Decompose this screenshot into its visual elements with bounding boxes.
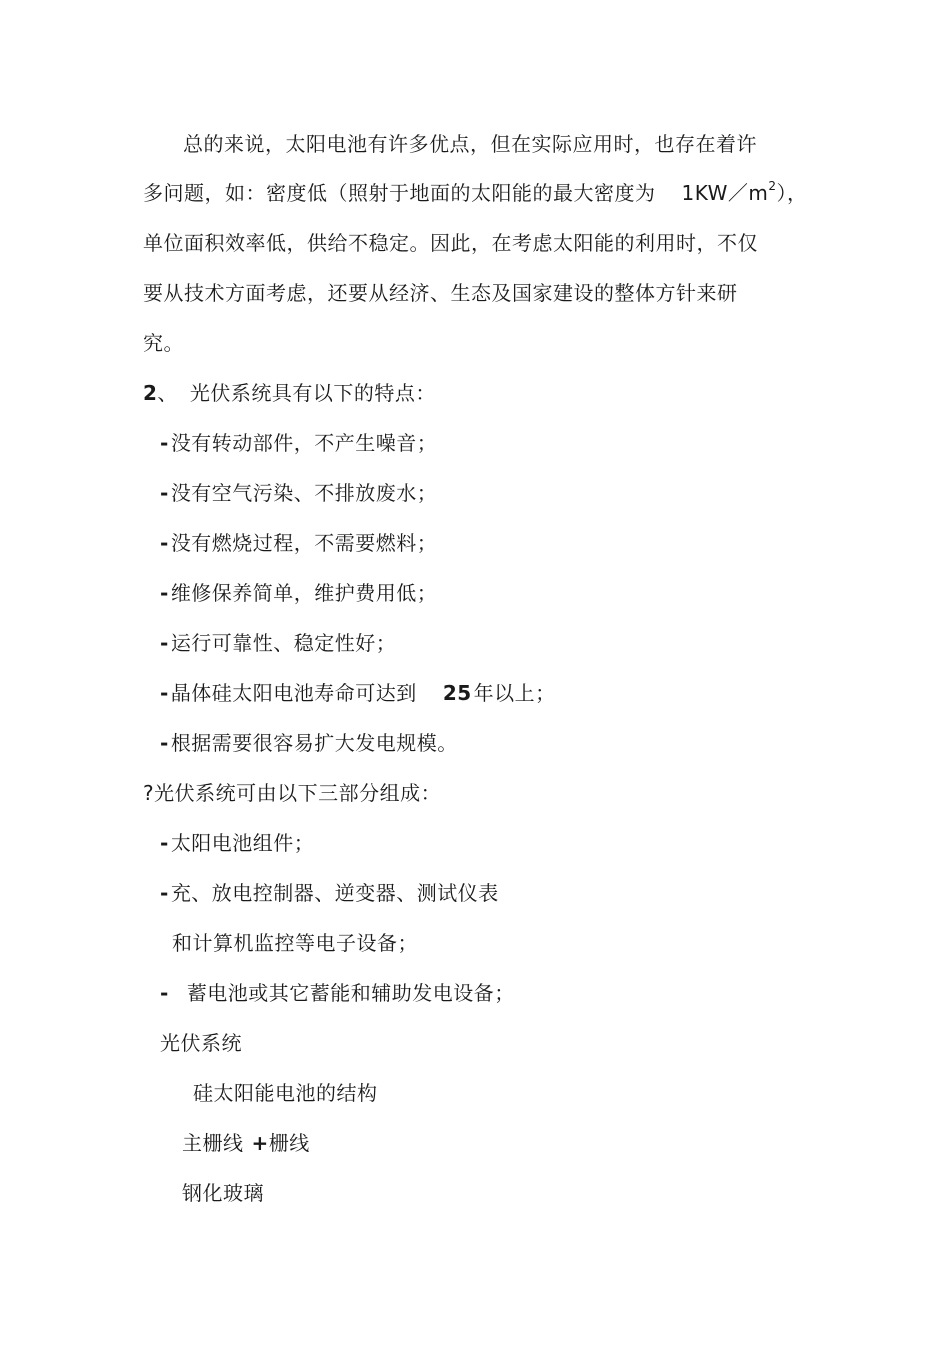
unit-text: $1KW/m^2$ <box>681 179 777 205</box>
bullet-dash: - <box>160 531 169 555</box>
paragraph-text: 单位面积效率低，供给不稳定。因此，在考虑太阳能的利用时，不仅 <box>143 231 758 255</box>
composition-text: 和计算机监控等电子设备； <box>172 931 418 955</box>
composition-text: 蓄电池或其它蓄能和辅助发电设备； <box>186 981 515 1005</box>
feature-item <box>160 680 556 706</box>
glass-label-text: 钢化玻璃 <box>182 1181 264 1205</box>
paragraph-line-4 <box>143 280 738 306</box>
section-title: 光伏系统具有以下的特点： <box>189 381 436 405</box>
bullet-dash: - <box>160 631 169 655</box>
composition-item <box>160 980 515 1006</box>
paragraph-line-3 <box>143 230 758 256</box>
system-label-text: 光伏系统 <box>160 1031 242 1055</box>
feature-text: 维修保养简单，维护费用低； <box>170 581 438 605</box>
bullet-dash: - <box>160 831 169 855</box>
feature-text: 晶体硅太阳电池寿命可达到 <box>170 681 417 705</box>
gridline-text: 主栅线 <box>182 1131 244 1155</box>
composition-title: ?光伏系统可由以下三部分组成： <box>143 781 442 805</box>
section-separator: 、 <box>157 381 178 405</box>
feature-item <box>160 730 458 756</box>
plus-sign: + <box>251 1131 269 1155</box>
bullet-dash: - <box>160 581 169 605</box>
feature-item <box>160 630 396 656</box>
feature-text: 年以上； <box>473 681 556 705</box>
feature-item <box>160 530 437 556</box>
structure-label-text: 硅太阳能电池的结构 <box>193 1081 378 1105</box>
paragraph-line-5 <box>143 330 184 356</box>
paragraph-text: 究。 <box>143 331 184 355</box>
composition-text: 充、放电控制器、逆变器、测试仪表 <box>170 881 499 905</box>
structure-label <box>193 1080 378 1106</box>
composition-item-continuation <box>172 930 418 956</box>
bullet-dash: - <box>160 431 169 455</box>
feature-text: 没有转动部件，不产生噪音； <box>170 431 438 455</box>
unit-superscript: 2 <box>768 179 777 194</box>
paragraph-text: 多问题，如：密度低（照射于地面的太阳能的最大密度为 <box>143 181 656 205</box>
feature-text: 没有燃烧过程，不需要燃料； <box>170 531 438 555</box>
feature-item <box>160 430 437 456</box>
paragraph-text: ）， <box>776 181 808 205</box>
feature-item <box>160 480 437 506</box>
glass-label <box>182 1180 264 1206</box>
feature-text: 运行可靠性、稳定性好； <box>170 631 397 655</box>
bullet-dash: - <box>160 681 169 705</box>
section-number: 2 <box>143 381 158 405</box>
paragraph-line-1 <box>183 131 757 157</box>
section-heading <box>143 380 436 406</box>
gridline-text: 栅线 <box>268 1131 310 1155</box>
gridline-label <box>182 1130 310 1156</box>
bullet-dash: - <box>160 731 169 755</box>
bullet-dash: - <box>160 481 169 505</box>
system-label <box>160 1030 242 1056</box>
feature-text: 根据需要很容易扩大发电规模。 <box>170 731 458 755</box>
paragraph-text: 总的来说，太阳电池有许多优点，但在实际应用时，也存在着许 <box>183 132 757 156</box>
bullet-dash: - <box>160 981 169 1005</box>
composition-heading <box>143 780 441 806</box>
feature-text: 没有空气污染、不排放废水； <box>170 481 438 505</box>
feature-item <box>160 580 437 606</box>
paragraph-text: 要从技术方面考虑，还要从经济、生态及国家建设的整体方针来研 <box>143 281 738 305</box>
bullet-dash: - <box>160 881 169 905</box>
composition-item <box>160 830 314 856</box>
composition-item <box>160 880 499 906</box>
lifetime-number: 25 <box>442 681 472 705</box>
composition-text: 太阳电池组件； <box>170 831 315 855</box>
paragraph-line-2 <box>143 180 808 206</box>
